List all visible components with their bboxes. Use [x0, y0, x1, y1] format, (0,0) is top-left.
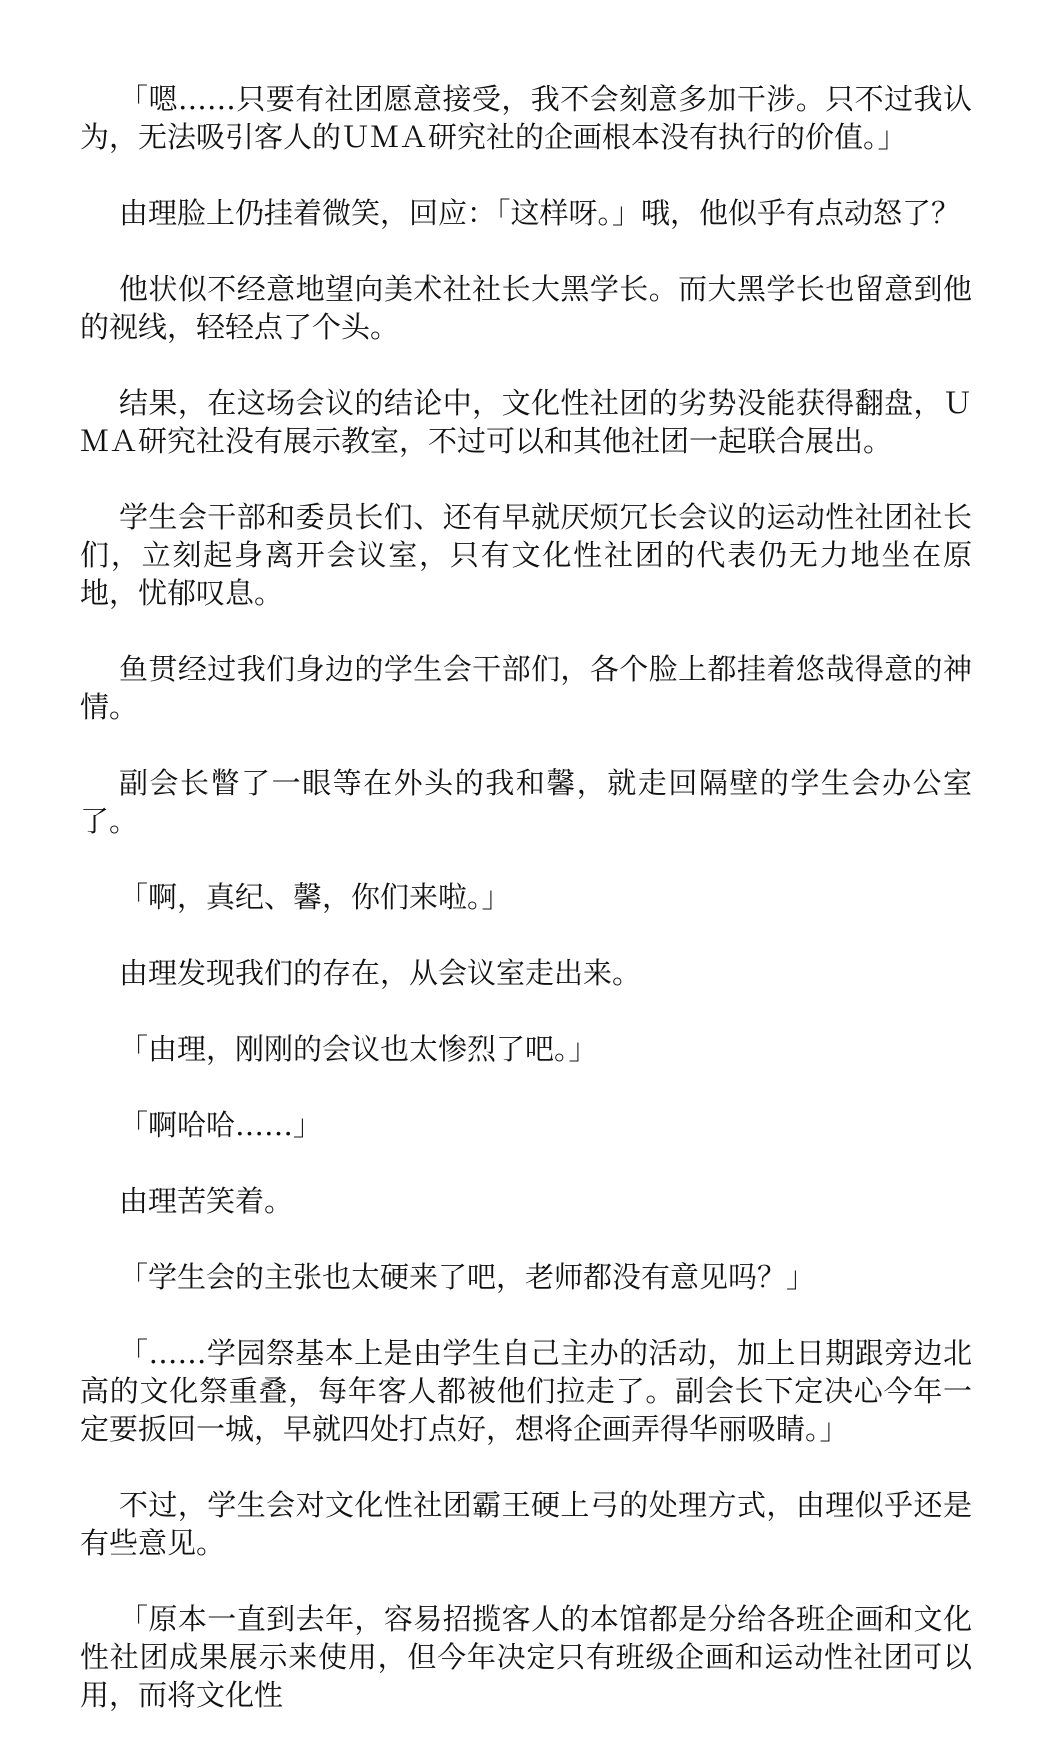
paragraph: 结果，在这场会议的结论中，文化性社团的劣势没能获得翻盘，ＵＭＡ研究社没有展示教室，不过可以和其他社团一起联合展出。 — [80, 386, 972, 458]
paragraph: 由理发现我们的存在，从会议室走出来。 — [119, 956, 642, 990]
paragraph: 不过，学生会对文化性社团霸王硬上弓的处理方式，由理似乎还是有些意见。 — [80, 1488, 972, 1560]
document-page — [80, 80, 972, 1752]
paragraph: 「……学园祭基本上是由学生自己主办的活动，加上日期跟旁边北高的文化祭重叠，每年客人都被他们拉走了。副会长下定决心今年一定要扳回一城，早就四处打点好，想将企画弄得华丽吸睛。」 — [80, 1336, 972, 1446]
paragraph: 学生会干部和委员长们、还有早就厌烦冗长会议的运动性社团社长们，立刻起身离开会议室，只有文化性社团的代表仍无力地坐在原地，忧郁叹息。 — [80, 500, 972, 610]
paragraph: 由理苦笑着。 — [119, 1184, 294, 1218]
paragraph: 「由理，刚刚的会议也太惨烈了吧。」 — [119, 1032, 598, 1066]
paragraph: 由理脸上仍挂着微笑，回应：「这样呀。」哦，他似乎有点动怒了？ — [119, 196, 961, 230]
paragraph: 「原本一直到去年，容易招揽客人的本馆都是分给各班企画和文化性社团成果展示来使用，但今年决定只有班级企画和运动性社团可以用，而将文化性 — [80, 1602, 972, 1712]
paragraph: 「学生会的主张也太硬来了吧，老师都没有意见吗？」 — [119, 1260, 816, 1294]
paragraph: 「嗯……只要有社团愿意接受，我不会刻意多加干涉。只不过我认为，无法吸引客人的ＵＭＡ研究社的企画根本没有执行的价值。」 — [80, 82, 972, 154]
paragraph: 「啊哈哈……」 — [119, 1108, 323, 1142]
paragraph: 副会长瞥了一眼等在外头的我和馨，就走回隔壁的学生会办公室了。 — [80, 766, 972, 838]
paragraph: 鱼贯经过我们身边的学生会干部们，各个脸上都挂着悠哉得意的神情。 — [80, 652, 972, 724]
paragraph: 「啊，真纪、馨，你们来啦。」 — [119, 880, 511, 914]
paragraph: 他状似不经意地望向美术社社长大黑学长。而大黑学长也留意到他的视线，轻轻点了个头。 — [80, 272, 972, 344]
